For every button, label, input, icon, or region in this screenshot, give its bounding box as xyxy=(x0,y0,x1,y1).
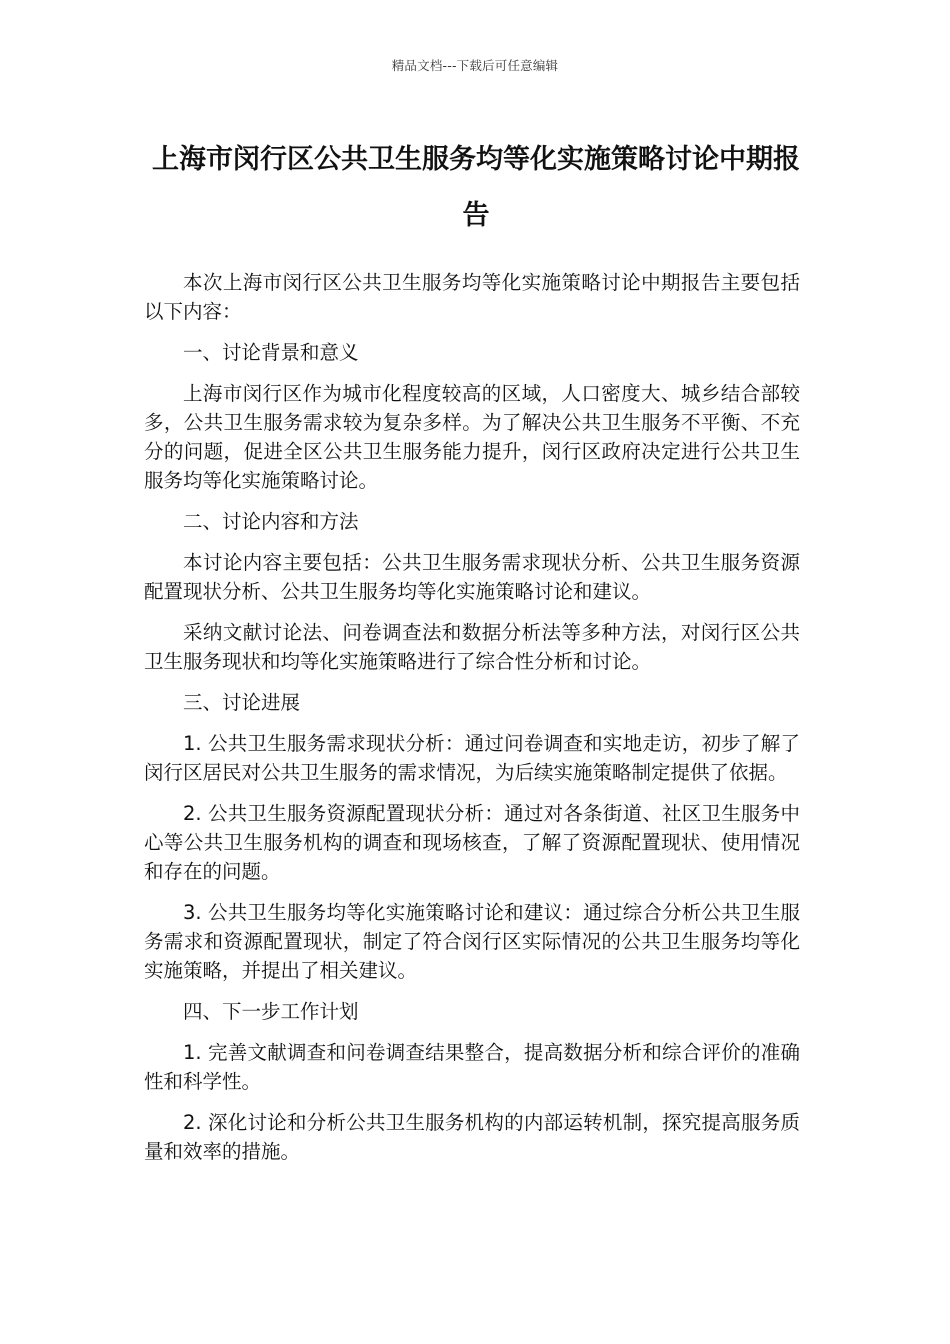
section-heading: 一、讨论背景和意义 xyxy=(183,341,359,364)
body-paragraph: 上海市闵行区作为城市化程度较高的区域，人口密度大、城乡结合部较多，公共卫生服务需求较为复杂多样。为了解决公共卫生服务不平衡、不充分的问题，促进全区公共卫生服务能力提升，闵行区政府决定进行公共卫生服务均等化实施策略讨论。 xyxy=(144,382,800,492)
section-heading: 四、下一步工作计划 xyxy=(183,1000,359,1023)
section-heading: 三、讨论进展 xyxy=(183,691,301,714)
document-title: 上海市闵行区公共卫生服务均等化实施策略讨论中期报告 xyxy=(152,144,800,231)
header-note: 精品文档---下载后可任意编辑 xyxy=(391,58,559,73)
list-item: 3. 公共卫生服务均等化实施策略讨论和建议：通过综合分析公共卫生服务需求和资源配置现状，制定了符合闵行区实际情况的公共卫生服务均等化实施策略，并提出了相关建议。 xyxy=(144,901,800,982)
list-item: 2. 公共卫生服务资源配置现状分析：通过对各条街道、社区卫生服务中心等公共卫生服务机构的调查和现场核查，了解了资源配置现状、使用情况和存在的问题。 xyxy=(144,802,800,883)
body-paragraph: 本讨论内容主要包括：公共卫生服务需求现状分析、公共卫生服务资源配置现状分析、公共卫生服务均等化实施策略讨论和建议。 xyxy=(144,551,800,603)
intro-paragraph: 本次上海市闵行区公共卫生服务均等化实施策略讨论中期报告主要包括以下内容： xyxy=(144,271,800,323)
document-body xyxy=(144,268,800,1178)
body-paragraph: 采纳文献讨论法、问卷调查法和数据分析法等多种方法，对闵行区公共卫生服务现状和均等化实施策略进行了综合性分析和讨论。 xyxy=(144,621,800,673)
list-item: 2. 深化讨论和分析公共卫生服务机构的内部运转机制，探究提高服务质量和效率的措施。 xyxy=(144,1111,800,1163)
list-item: 1. 完善文献调查和问卷调查结果整合，提高数据分析和综合评价的准确性和科学性。 xyxy=(144,1041,800,1093)
list-item: 1. 公共卫生服务需求现状分析：通过问卷调查和实地走访，初步了解了闵行区居民对公共卫生服务的需求情况，为后续实施策略制定提供了依据。 xyxy=(144,732,800,784)
section-heading: 二、讨论内容和方法 xyxy=(183,510,359,533)
